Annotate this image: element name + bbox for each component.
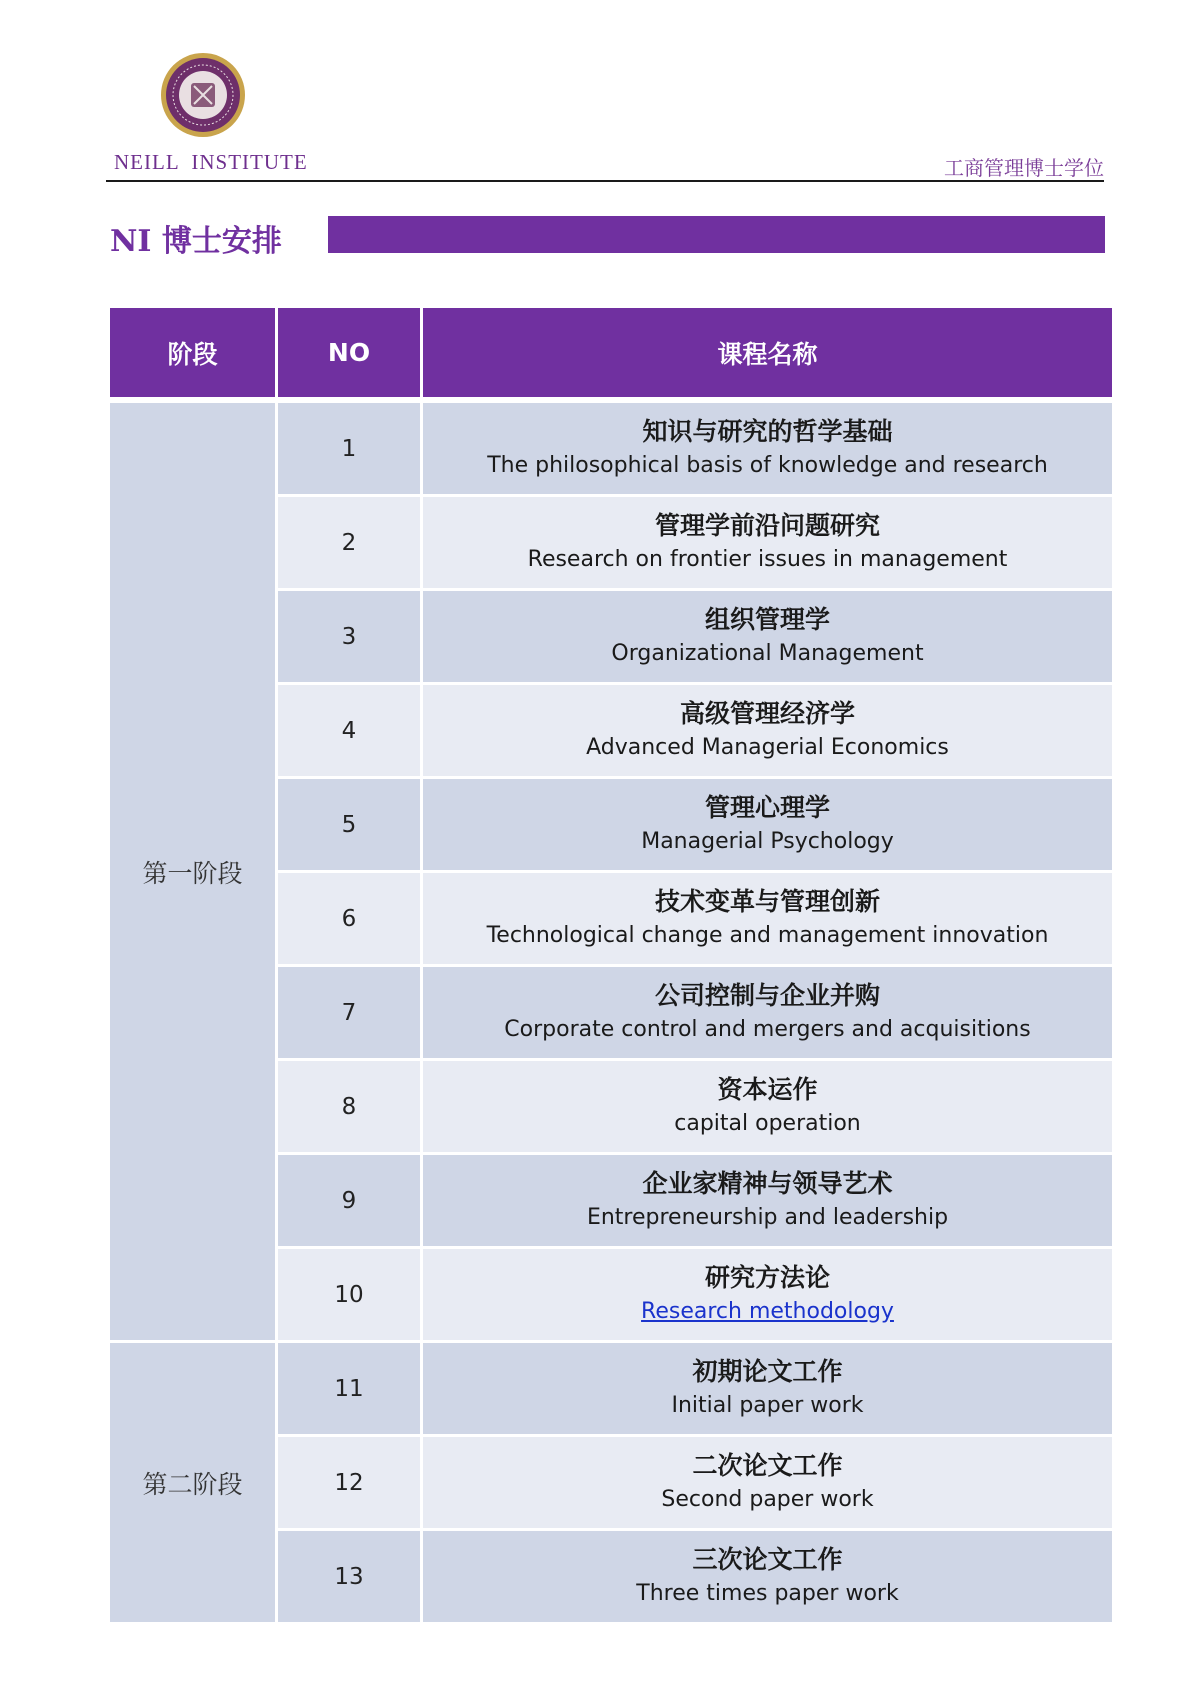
row-number: 12	[278, 1437, 423, 1531]
course-name-cell	[423, 1437, 1112, 1531]
course-name-zh: 技术变革与管理创新	[654, 886, 880, 916]
course-link[interactable]: Research methodology	[641, 1298, 894, 1324]
table-row	[110, 1343, 1112, 1437]
course-name-cell	[423, 779, 1112, 873]
course-name-en: Research on frontier issues in management	[527, 546, 1008, 572]
course-name-en: Corporate control and mergers and acquisitions	[504, 1016, 1031, 1042]
course-name-cell	[423, 403, 1112, 497]
course-name-cell	[423, 873, 1112, 967]
section-title: NI 博士安排	[110, 224, 282, 259]
row-number: 3	[278, 591, 423, 685]
course-name-en: Advanced Managerial Economics	[586, 734, 949, 760]
table-header-row	[110, 308, 1112, 403]
row-number: 13	[278, 1531, 423, 1625]
row-number: 2	[278, 497, 423, 591]
row-number: 9	[278, 1155, 423, 1249]
course-name-en: The philosophical basis of knowledge and research	[487, 452, 1048, 478]
row-number: 11	[278, 1343, 423, 1437]
course-name-zh: 知识与研究的哲学基础	[642, 416, 893, 446]
header-stage: 阶段	[110, 308, 278, 403]
institute-name: NEILL INSTITUTE	[114, 150, 308, 174]
course-name-zh: 初期论文工作	[692, 1356, 843, 1386]
course-name-zh: 企业家精神与领导艺术	[642, 1168, 893, 1198]
stage-cell: 第一阶段	[110, 403, 278, 1343]
course-name-cell	[423, 967, 1112, 1061]
header-no: NO	[278, 308, 423, 403]
course-name-zh: 管理学前沿问题研究	[654, 510, 880, 540]
row-number: 7	[278, 967, 423, 1061]
section-title-bar	[328, 216, 1105, 253]
course-name-cell	[423, 1061, 1112, 1155]
course-name-cell	[423, 1531, 1112, 1625]
course-name-zh: 三次论文工作	[692, 1544, 843, 1574]
course-name-en: Managerial Psychology	[641, 828, 894, 854]
row-number: 1	[278, 403, 423, 497]
course-name-en: Technological change and management innovation	[486, 922, 1049, 948]
university-seal-icon	[160, 52, 246, 138]
header-divider	[106, 180, 1104, 182]
course-table	[110, 308, 1112, 1625]
course-name-zh: 资本运作	[717, 1074, 818, 1104]
course-name-en: capital operation	[674, 1110, 861, 1136]
header-course: 课程名称	[423, 308, 1112, 403]
course-name-zh: 高级管理经济学	[679, 698, 855, 728]
course-name-zh: 二次论文工作	[692, 1450, 843, 1480]
course-name-cell	[423, 685, 1112, 779]
course-name-cell	[423, 1155, 1112, 1249]
course-name-en: Three times paper work	[636, 1580, 899, 1606]
row-number: 4	[278, 685, 423, 779]
course-name-en: Entrepreneurship and leadership	[586, 1204, 949, 1230]
course-name-cell	[423, 591, 1112, 685]
stage-cell: 第二阶段	[110, 1343, 278, 1625]
course-name-zh: 组织管理学	[704, 604, 830, 634]
course-name-cell	[423, 497, 1112, 591]
course-name-cell	[423, 1249, 1112, 1343]
row-number: 5	[278, 779, 423, 873]
course-name-zh: 研究方法论	[704, 1262, 830, 1292]
row-number: 6	[278, 873, 423, 967]
row-number: 8	[278, 1061, 423, 1155]
table-row	[110, 403, 1112, 497]
course-name-zh: 公司控制与企业并购	[654, 980, 880, 1010]
course-name-en: Initial paper work	[671, 1392, 864, 1418]
course-name-en: Organizational Management	[611, 640, 924, 666]
course-name-cell	[423, 1343, 1112, 1437]
document-type: 工商管理博士学位	[944, 156, 1104, 180]
course-name-en: Second paper work	[661, 1486, 874, 1512]
row-number: 10	[278, 1249, 423, 1343]
course-name-zh: 管理心理学	[704, 792, 830, 822]
